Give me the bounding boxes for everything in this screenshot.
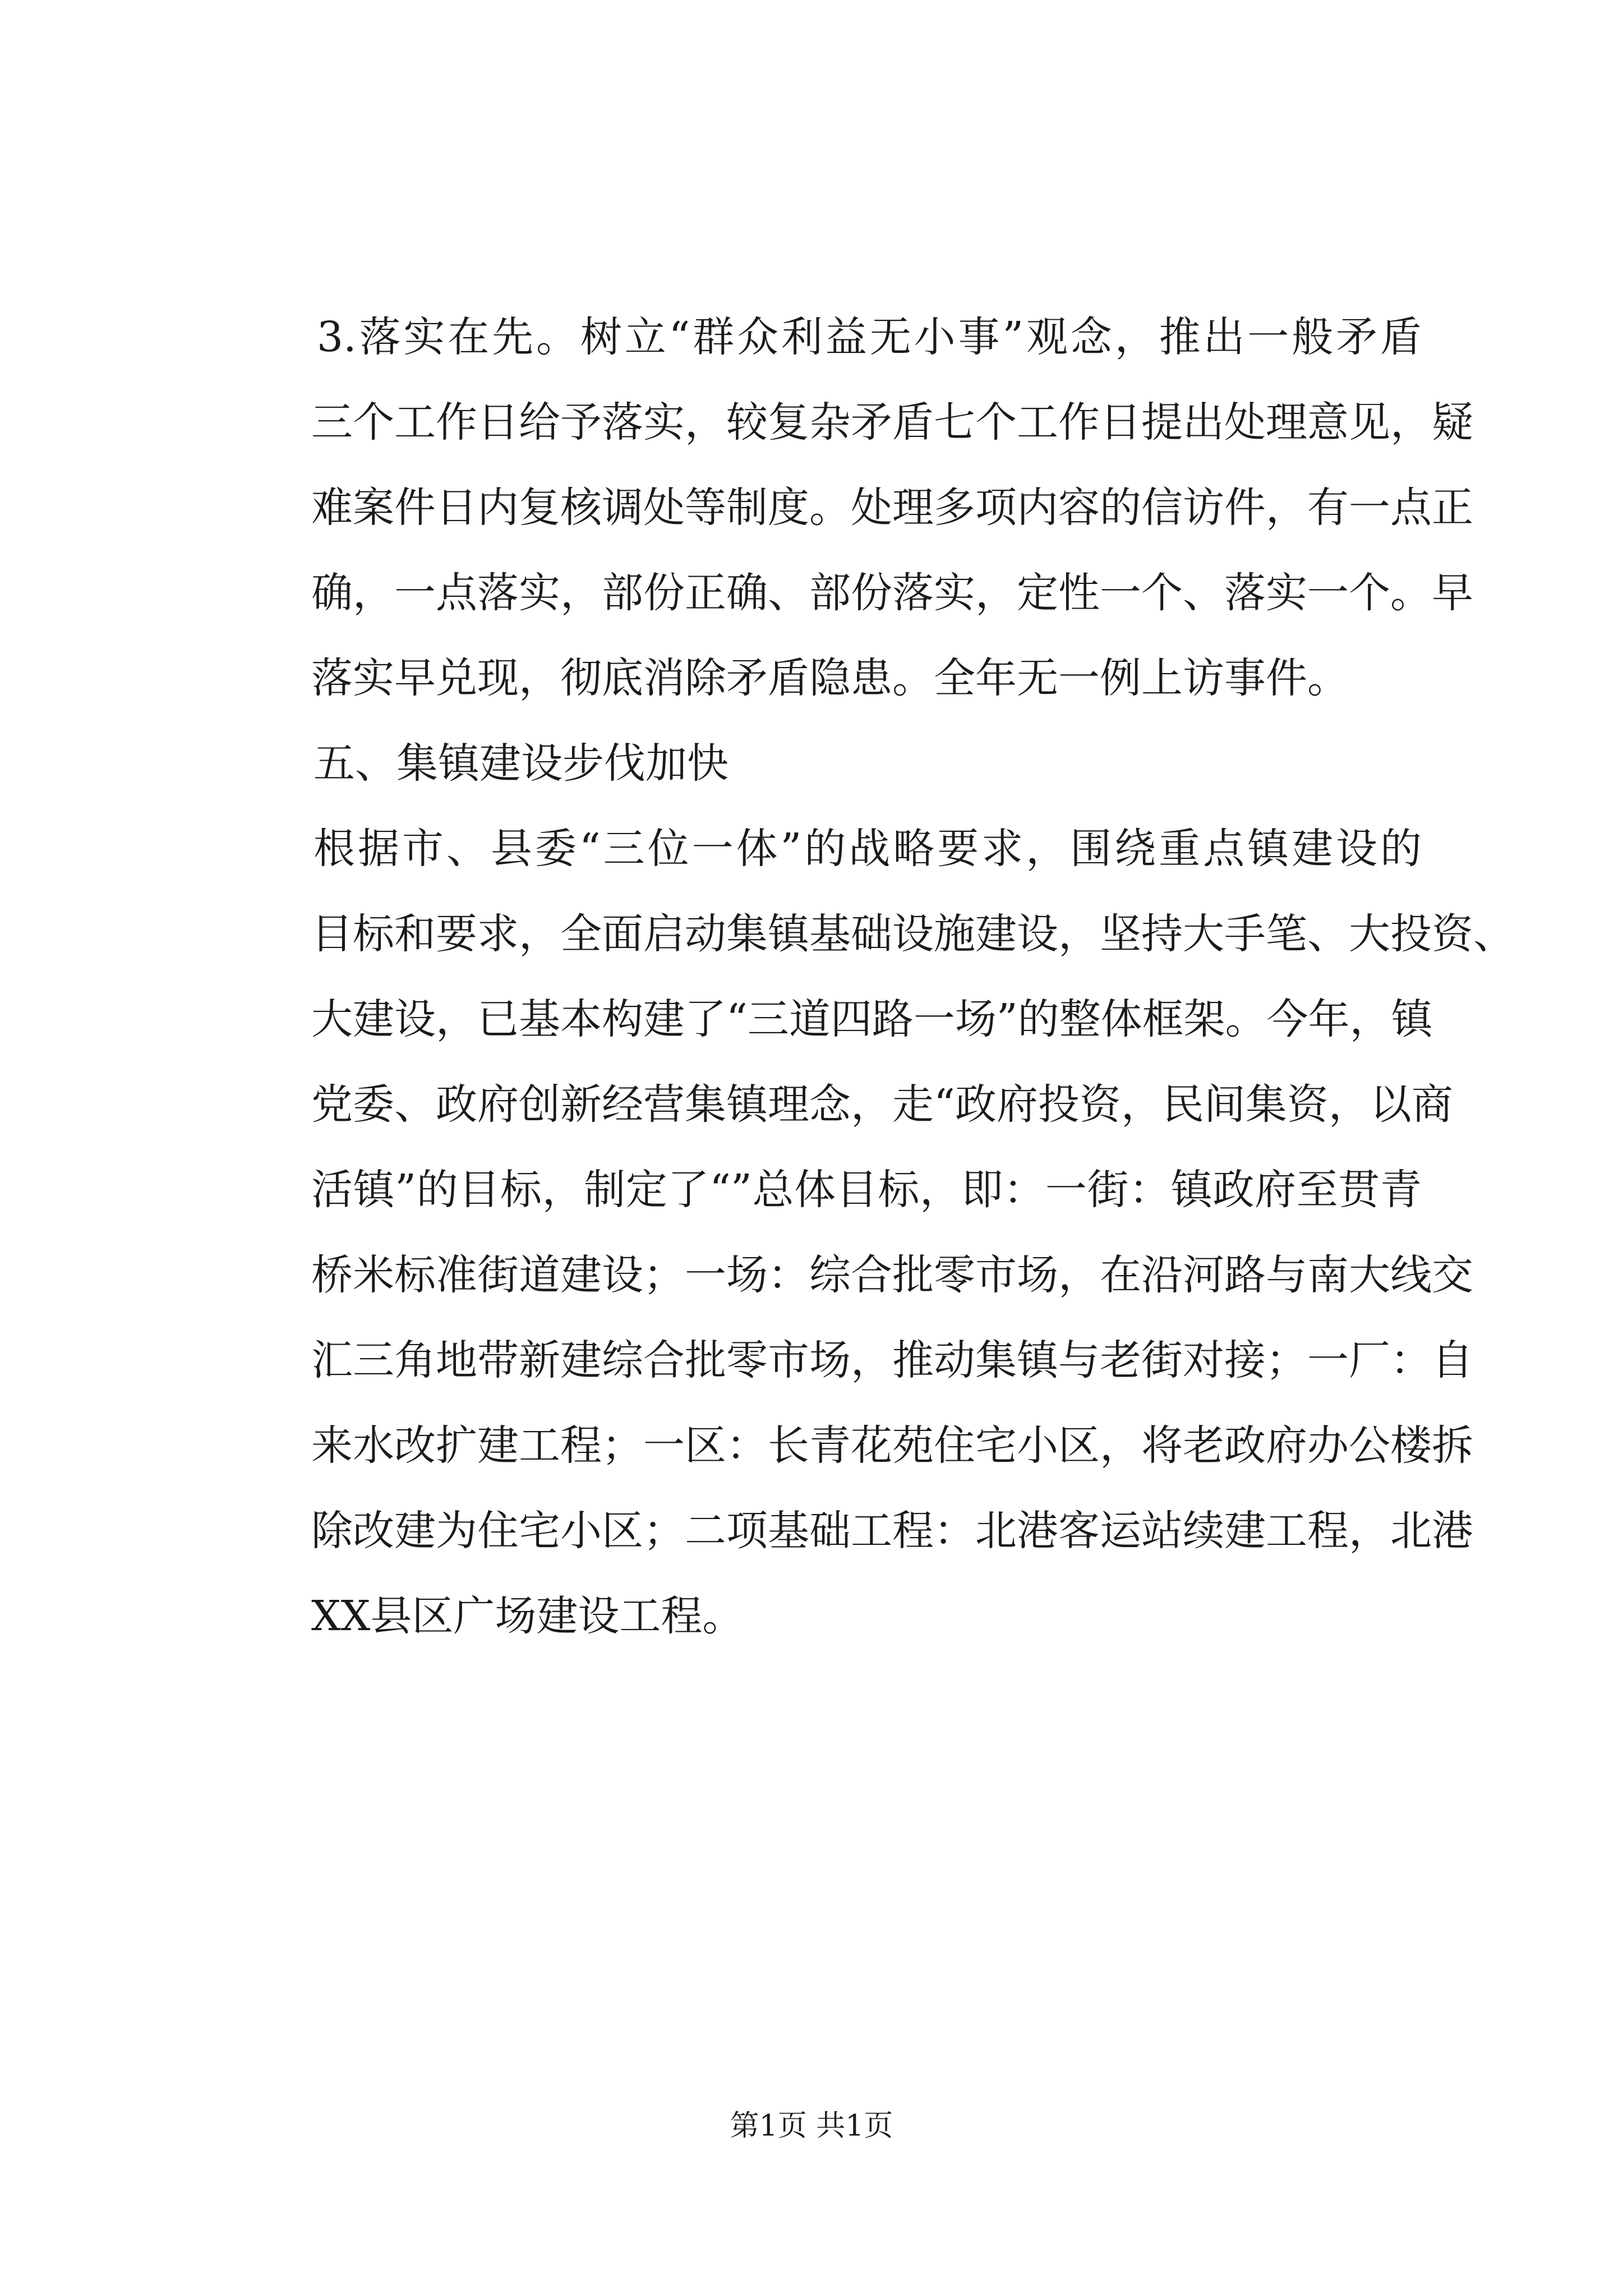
paragraph-line: 三个工作日给予落实，较复杂矛盾七个工作日提出处理意见，疑 bbox=[311, 398, 1473, 447]
paragraph-line: XX县区广场建设工程。 bbox=[311, 1592, 744, 1640]
paragraph-line: 根据市、县委“三位一体”的战略要求，围绕重点镇建设的 bbox=[313, 825, 1422, 873]
section-heading: 五、集镇建设步伐加快 bbox=[313, 739, 728, 788]
paragraph-line: 党委、政府创新经营集镇理念，走“政府投资，民间集资，以商 bbox=[311, 1080, 1453, 1129]
paragraph-line: 除改建为住宅小区；二项基础工程：北港客运站续建工程，北港 bbox=[311, 1507, 1473, 1555]
paragraph-line: 桥米标准街道建设；一场：综合批零市场，在沿河路与南大线交 bbox=[311, 1251, 1473, 1299]
paragraph-line: 难案件日内复核调处等制度。处理多项内容的信访件，有一点正 bbox=[311, 484, 1473, 532]
paragraph-line: 汇三角地带新建综合批零市场，推动集镇与老街对接；一厂：自 bbox=[311, 1336, 1473, 1384]
paragraph-line: 落实早兑现，彻底消除矛盾隐患。全年无一例上访事件。 bbox=[311, 654, 1349, 702]
paragraph-line: 确，一点落实，部份正确、部份落实，定性一个、落实一个。早 bbox=[311, 569, 1473, 617]
paragraph-town-construction bbox=[311, 806, 1515, 1659]
paragraph-line: 来水改扩建工程；一区：长青花苑住宅小区，将老政府办公楼拆 bbox=[311, 1421, 1473, 1470]
paragraph-implementation-first bbox=[311, 295, 1473, 721]
paragraph-line: 大建设，已基本构建了“三道四路一场”的整体框架。今年，镇 bbox=[311, 995, 1433, 1043]
page-number-footer: 第1页 共1页 bbox=[730, 2109, 893, 2143]
document-body bbox=[311, 295, 1515, 1659]
paragraph-line: 活镇”的目标，制定了“”总体目标，即：一街：镇政府至贯青 bbox=[311, 1166, 1422, 1214]
paragraph-line: 目标和要求，全面启动集镇基础设施建设，坚持大手笔、大投资、 bbox=[311, 910, 1515, 958]
paragraph-line: 3.落实在先。树立“群众利益无小事”观念，推出一般矛盾 bbox=[317, 313, 1422, 361]
